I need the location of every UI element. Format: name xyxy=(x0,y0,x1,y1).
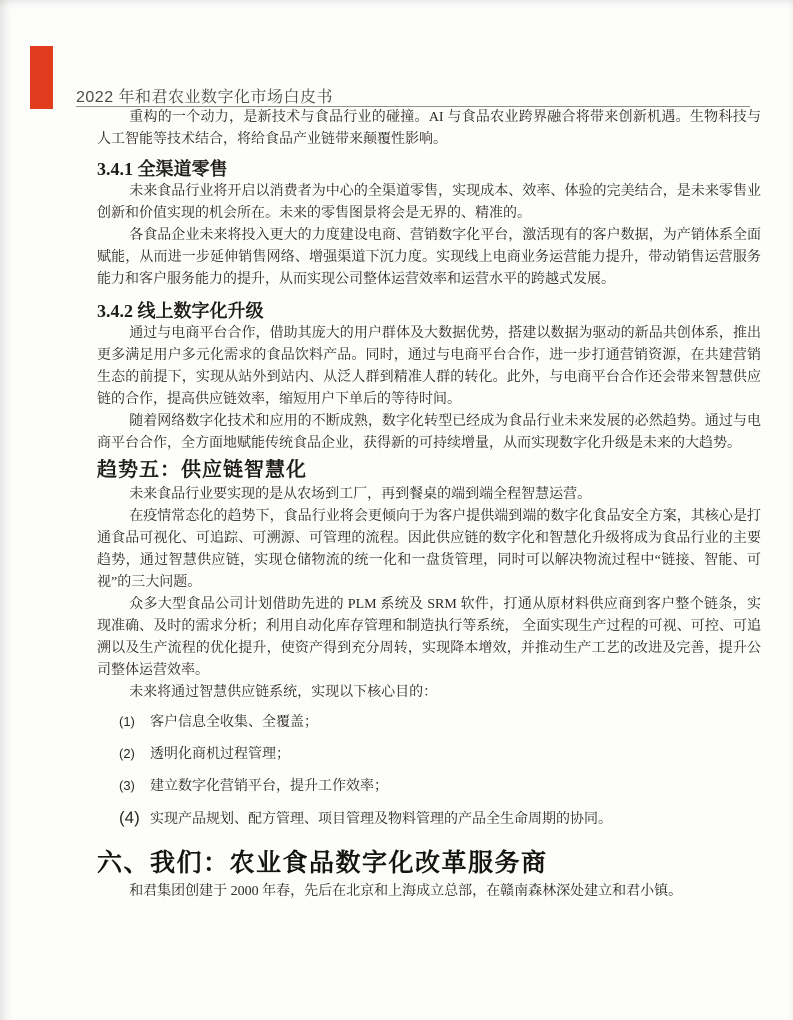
list-item-text: 建立数字化营销平台，提升工作效率； xyxy=(150,779,388,794)
paragraph: 各食品企业未来将投入更大的力度建设电商、营销数字化平台，激活现有的客户数据，为产销体系全面赋能，从而进一步延伸销售网络、增强渠道下沉力度。实现线上电商业务运营能力提升，带动销售运营服务能力和客户服务能力的提升，从而实现公司整体运营效率和运营水平的跨越式发展。 xyxy=(97,228,761,287)
heading-section-6: 六、我们：农业食品数字化改革服务商 xyxy=(97,850,548,877)
list-item-text: 实现产品规划、配方管理、项目管理及物料管理的产品全生命周期的协同。 xyxy=(150,812,612,827)
list-item-marker: (3) xyxy=(119,778,135,793)
heading-3-4-1: 3.4.1 全渠道零售 xyxy=(97,159,228,179)
list-item-marker: (2) xyxy=(119,746,135,761)
paragraph: 随着网络数字化技术和应用的不断成熟，数字化转型已经成为食品行业未来发展的必然趋势。通过与电商平台合作，全方面地赋能传统食品企业，获得新的可持续增量，从而实现数字化升级是未来的大趋势。 xyxy=(97,414,761,451)
paragraph: 未来食品行业将开启以消费者为中心的全渠道零售，实现成本、效率、体验的完美结合，是未来零售业创新和价值实现的机会所在。未来的零售图景将会是无界的、精准的。 xyxy=(97,184,761,221)
paragraph: 通过与电商平台合作，借助其庞大的用户群体及大数据优势，搭建以数据为驱动的新品共创体系，推出更多满足用户多元化需求的食品饮料产品。同时，通过与电商平台合作，进一步打通营销资源，在共建营销生态的前提下，实现从站外到站内、从泛人群到精准人群的转化。此外，与电商平台合作还会带来智慧供应链的合作，提高供应链效率，缩短用户下单后的等待时间。 xyxy=(97,326,761,407)
paragraph: 未来食品行业要实现的是从农场到工厂，再到餐桌的端到端全程智慧运营。 xyxy=(129,487,592,502)
list-item-marker: (1) xyxy=(119,714,135,729)
paragraph: 众多大型食品公司计划借助先进的 PLM 系统及 SRM 软件，打通从原材料供应商到客户整个链条，实现准确、及时的需求分析；利用自动化库存管理和制造执行等系统， 全面实现生产过程的可视、可控、可追溯以及生产流程的优化提升，使资产得到充分周转，实现降本增效，并推动生产工艺的改进及完善，提升公司整体运营效率。 xyxy=(97,597,761,678)
list-item xyxy=(97,807,761,831)
list-item-text: 客户信息全收集、全覆盖； xyxy=(150,715,318,730)
list-item-marker: (4) xyxy=(119,808,140,827)
list-item xyxy=(97,743,761,766)
heading-3-4-2: 3.4.2 线上数字化升级 xyxy=(97,301,264,321)
numbered-goal-list xyxy=(97,711,761,831)
list-item xyxy=(97,711,761,734)
heading-trend-5: 趋势五：供应链智慧化 xyxy=(97,459,307,481)
red-accent-block xyxy=(30,46,53,109)
paragraph: 在疫情常态化的趋势下，食品行业将会更倾向于为客户提供端到端的数字化食品安全方案，其核心是打通食品可视化、可追踪、可溯源、可管理的流程。因此供应链的数字化和智慧化升级将成为食品行业的主要趋势，通过智慧供应链，实现仓储物流的统一化和一盘货管理，同时可以解决物流过程中“链接、智能、可视”的三大问题。 xyxy=(97,509,761,590)
page-header-title: 2022 年和君农业数字化市场白皮书 xyxy=(76,89,334,106)
paragraph: 和君集团创建于 2000 年春，先后在北京和上海成立总部，在赣南森林深处建立和君小镇。 xyxy=(129,884,683,899)
intro-paragraph: 重构的一个动力，是新技术与食品行业的碰撞。AI 与食品农业跨界融合将带来创新机遇。生物科技与人工智能等技术结合，将给食品产业链带来颠覆性影响。 xyxy=(97,110,761,147)
list-item-text: 透明化商机过程管理； xyxy=(150,747,290,762)
list-item xyxy=(97,775,761,798)
document-body xyxy=(97,107,761,903)
paragraph: 未来将通过智慧供应链系统，实现以下核心目的： xyxy=(129,685,438,700)
